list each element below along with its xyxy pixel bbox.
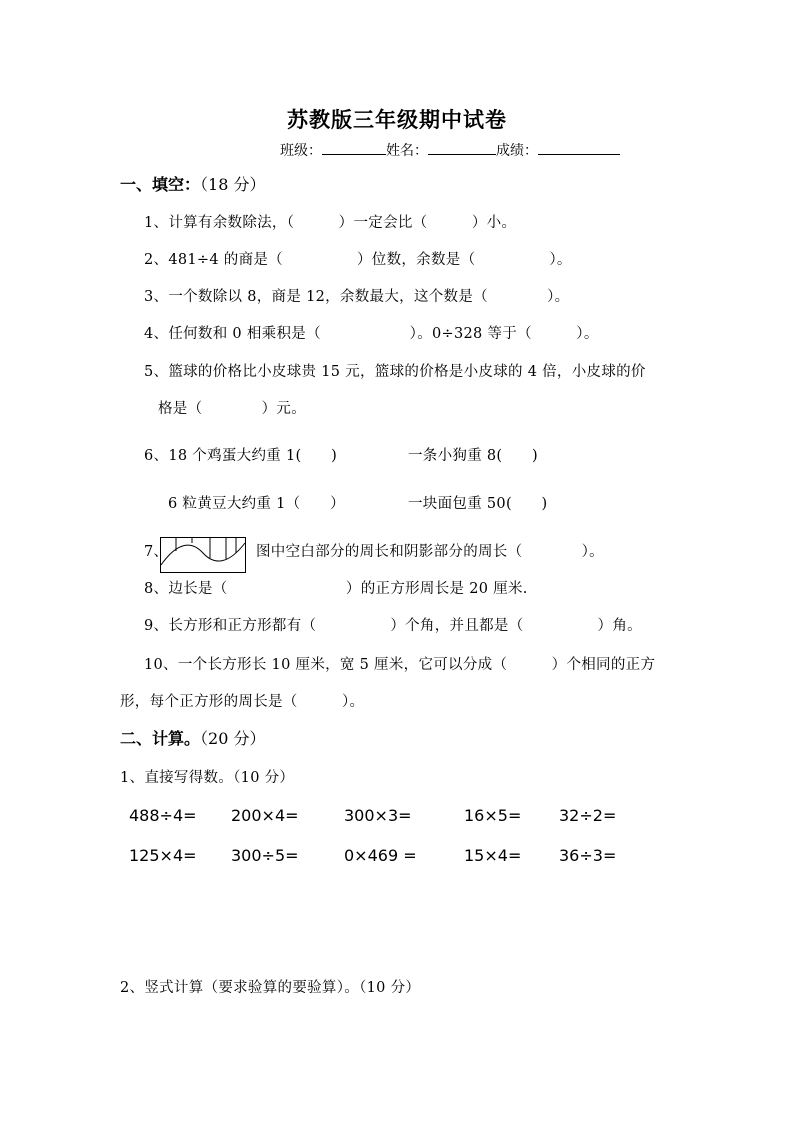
calc-item: 15×4= <box>464 846 522 865</box>
question-4: 4、任何数和 0 相乘积是（ ）。0÷328 等于（ ）。 <box>144 326 599 342</box>
page-title: 苏教版三年级期中试卷 <box>287 108 507 132</box>
question-5-line-1: 5、篮球的价格比小皮球贵 15 元，篮球的价格是小皮球的 4 倍，小皮球的价 <box>144 364 646 380</box>
question-1: 1、计算有余数除法，（ ）一定会比（ ）小。 <box>144 215 517 231</box>
section-2-title: 二、计算。 <box>120 729 201 748</box>
question-10-line-2: 形，每个正方形的周长是（ ）。 <box>120 694 365 710</box>
calc-item: 300×3= <box>344 806 412 825</box>
class-label: 班级： <box>280 143 322 159</box>
question-8: 8、边长是（ ）的正方形周长是 20 厘米. <box>144 581 528 597</box>
perimeter-figure <box>160 537 246 573</box>
question-6-egg: 6、18 个鸡蛋大约重 1( ) <box>144 448 338 464</box>
section-1-points: （18 分） <box>200 175 266 194</box>
section-1-heading <box>120 172 265 195</box>
question-6-bean: 6 粒黄豆大约重 1（ ） <box>168 496 345 512</box>
name-blank[interactable] <box>428 140 496 155</box>
question-9: 9、长方形和正方形都有（ ）个角，并且都是（ ）角。 <box>144 618 642 634</box>
question-5-line-2: 格是（ ）元。 <box>158 401 306 417</box>
section-2-points: （20 分） <box>200 729 266 748</box>
calc-item: 36÷3= <box>559 846 617 865</box>
calc-item: 16×5= <box>464 806 522 825</box>
name-label: 姓名： <box>386 143 428 159</box>
subsection-direct-calc: 1、直接写得数。（10 分） <box>120 770 295 786</box>
question-10-line-1: 10、一个长方形长 10 厘米，宽 5 厘米，它可以分成（ ）个相同的正方 <box>144 657 656 673</box>
calc-item: 300÷5= <box>231 846 299 865</box>
question-6-bread: 一块面包重 50( ) <box>408 496 548 512</box>
score-blank[interactable] <box>538 140 620 155</box>
question-7: 图中空白部分的周长和阴影部分的周长（ ）。 <box>256 544 604 560</box>
calc-item: 200×4= <box>231 806 299 825</box>
subsection-vertical-calc: 2、竖式计算（要求验算的要验算）。（10 分） <box>120 980 421 996</box>
question-3: 3、一个数除以 8，商是 12，余数最大，这个数是（ ）。 <box>144 289 570 305</box>
student-info-line <box>280 140 620 160</box>
question-2: 2、481÷4 的商是（ ）位数，余数是（ ）。 <box>144 252 572 268</box>
question-6-dog: 一条小狗重 8( ) <box>408 448 538 464</box>
score-label: 成绩： <box>496 143 538 159</box>
calc-item: 488÷4= <box>129 806 197 825</box>
calc-item: 0×469 = <box>344 846 417 865</box>
calc-item: 32÷2= <box>559 806 617 825</box>
class-blank[interactable] <box>322 140 386 155</box>
section-1-title: 一、填空： <box>120 175 201 194</box>
question-7-number: 7、 <box>144 544 169 560</box>
calc-item: 125×4= <box>129 846 197 865</box>
section-2-heading <box>120 726 265 749</box>
